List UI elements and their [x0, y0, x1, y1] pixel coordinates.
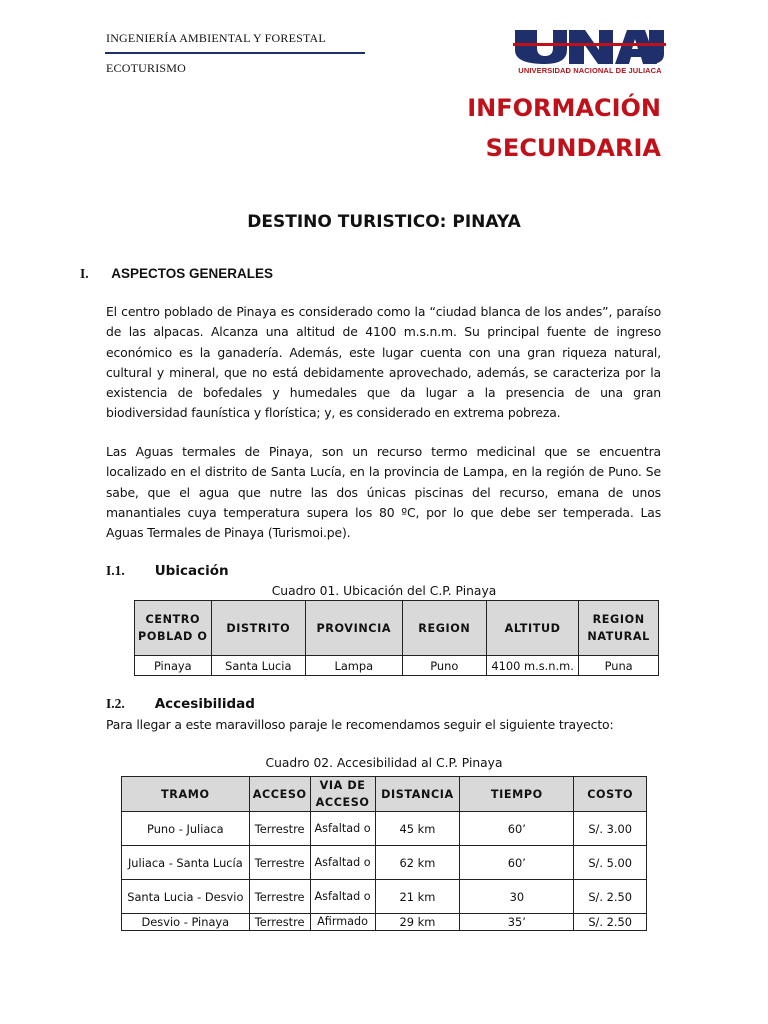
table-cell: 29 km	[375, 914, 460, 931]
table-row	[135, 656, 659, 676]
table-header: TRAMO	[122, 777, 250, 812]
table-cell: S/. 2.50	[574, 914, 647, 931]
subsection-title: Ubicación	[154, 563, 229, 579]
table-cell: 35’	[460, 914, 574, 931]
logo-caption: UNIVERSIDAD NACIONAL DE JULIACA	[518, 66, 662, 75]
header-course: ECOTURISMO	[106, 61, 187, 75]
table-cell: Asfaltad o	[310, 812, 375, 846]
table-cell: 21 km	[375, 880, 460, 914]
table-row	[122, 914, 647, 931]
accesibilidad-table	[121, 776, 647, 931]
table-cell: 62 km	[375, 846, 460, 880]
table-header: PROVINCIA	[306, 601, 403, 656]
table-cell: 45 km	[375, 812, 460, 846]
table-row	[122, 846, 647, 880]
section-title: ASPECTOS GENERALES	[111, 266, 274, 281]
table-cell: Asfaltad o	[310, 846, 375, 880]
table-cell: S/. 2.50	[574, 880, 647, 914]
table-row	[122, 812, 647, 846]
table-cell: Santa Lucia - Desvio	[122, 880, 250, 914]
table-cell: Juliaca - Santa Lucía	[122, 846, 250, 880]
ubicacion-table	[134, 600, 659, 676]
subsection-ubicacion	[106, 563, 229, 579]
title-informacion: INFORMACIÓN	[467, 94, 661, 122]
table-cell: Lampa	[306, 656, 403, 676]
table-cell: 4100 m.s.n.m.	[486, 656, 578, 676]
table-cell: Puno	[402, 656, 486, 676]
table-header: ALTITUD	[486, 601, 578, 656]
table-cell: Pinaya	[135, 656, 212, 676]
paragraph-1: El centro poblado de Pinaya es considerado como la “ciudad blanca de los andes”, paraíso de las alpacas. Alcanza una altitud de 4100 m.s.n.m. Su principal fuente de ingreso económico es la ganadería. Además, este lugar cuenta con una gran riqueza natural, cultural y mineral, que no está debidamente aprovechado, además, se caracteriza por la existencia de bofedales y humedales que da lugar a la presencia de una gran biodiversidad faunística y florística; y, es considerado en extrema pobreza.	[106, 304, 661, 421]
table-cell: Terrestre	[249, 880, 310, 914]
subsection-number: I.1.	[106, 563, 125, 578]
table2-caption: Cuadro 02. Accesibilidad al C.P. Pinaya	[265, 756, 503, 770]
header-rule	[105, 52, 365, 54]
table-header: CENTRO POBLAD O	[135, 601, 212, 656]
table-cell: S/. 3.00	[574, 812, 647, 846]
section-number: I.	[80, 266, 89, 281]
table-cell: Afirmado	[310, 914, 375, 931]
header-institution: INGENIERÍA AMBIENTAL Y FORESTAL	[106, 31, 326, 45]
table-row	[122, 880, 647, 914]
subsection-number: I.2.	[106, 696, 125, 711]
unaj-logo-icon	[513, 28, 666, 66]
table-cell: 30	[460, 880, 574, 914]
table-cell: Desvio - Pinaya	[122, 914, 250, 931]
document-title: DESTINO TURISTICO: PINAYA	[247, 212, 521, 232]
table-cell: Puno - Juliaca	[122, 812, 250, 846]
table-cell: Asfaltad o	[310, 880, 375, 914]
table-cell: S/. 5.00	[574, 846, 647, 880]
paragraph-2: Las Aguas termales de Pinaya, son un recurso termo medicinal que se encuentra localizado en el distrito de Santa Lucía, en la provincia de Lampa, en la región de Puno. Se sabe, que el agua que nutre las dos únicas piscinas del recurso, emana de unos manantiales cuya temperatura supera los 80 ºC, por lo que debe ser temperada. Las Aguas Termales de Pinaya (Turismoi.pe).	[106, 444, 661, 541]
table-cell: Terrestre	[249, 914, 310, 931]
accesibilidad-intro: Para llegar a este maravilloso paraje le recomendamos seguir el siguiente trayecto:	[106, 717, 614, 732]
table-header: DISTANCIA	[375, 777, 460, 812]
table-header: VIA DE ACCESO	[310, 777, 375, 812]
table-header: TIEMPO	[460, 777, 574, 812]
subsection-accesibilidad	[106, 696, 255, 712]
table-cell: Terrestre	[249, 846, 310, 880]
table-header: COSTO	[574, 777, 647, 812]
table1-caption: Cuadro 01. Ubicación del C.P. Pinaya	[271, 584, 497, 598]
table-header: DISTRITO	[211, 601, 305, 656]
table-cell: Puna	[579, 656, 659, 676]
table-cell: Terrestre	[249, 812, 310, 846]
table-header: ACCESO	[249, 777, 310, 812]
table-header: REGION NATURAL	[579, 601, 659, 656]
table-cell: 60’	[460, 846, 574, 880]
section-heading	[80, 266, 273, 282]
table-cell: 60’	[460, 812, 574, 846]
table-header: REGION	[402, 601, 486, 656]
table-cell: Santa Lucia	[211, 656, 305, 676]
subsection-title: Accesibilidad	[154, 696, 255, 712]
title-secundaria: SECUNDARIA	[485, 134, 661, 162]
